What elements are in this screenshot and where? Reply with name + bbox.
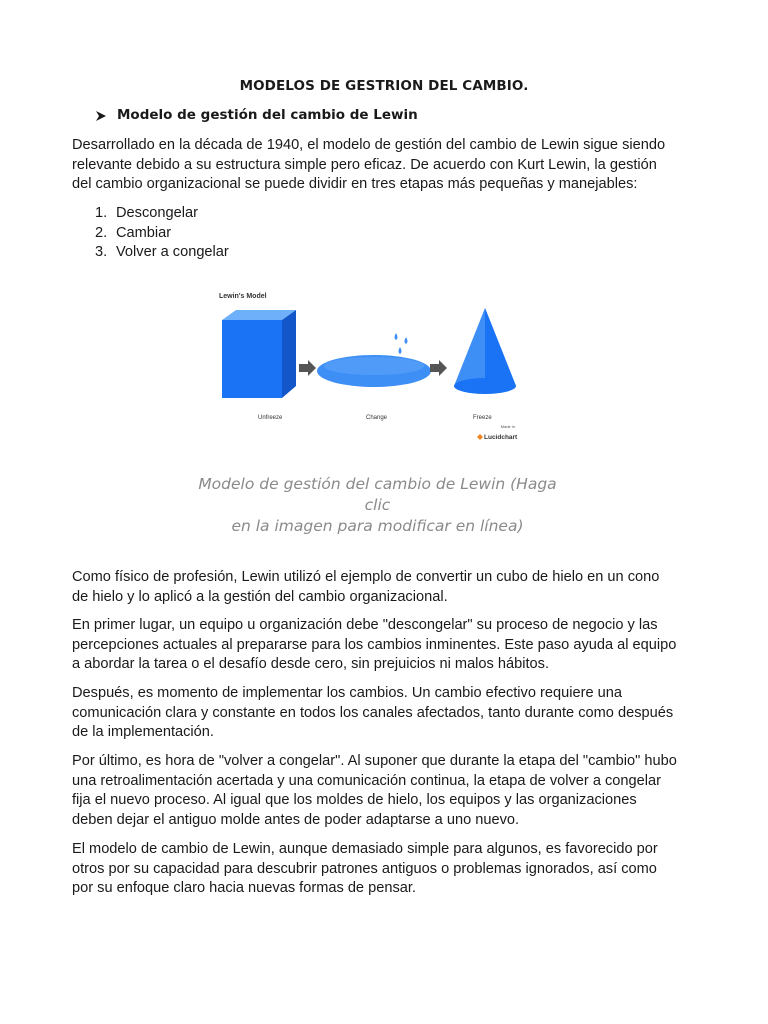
list-item: 3. Volver a congelar [95, 244, 229, 260]
stage-label-change: Change [366, 415, 388, 421]
paragraph: En primer lugar, un equipo u organización debe "descongelar" su proceso de negocio y las percepciones actuales al prepararse para los cambios inminentes. Este paso ayuda al equipo a abordar la tarea o el desafío desde cero, sin prejuicios ni malos hábitos. [72, 617, 677, 672]
paragraph: Después, es momento de implementar los cambios. Un cambio efectivo requiere una comunicación clara y constante en todos los canales afectados, tanto durante como después de la implementación. [72, 685, 674, 740]
paragraph: El modelo de cambio de Lewin, aunque demasiado simple para algunos, es favorecido por otros por su capacidad para descubrir patrones antiguos o problemas ignorados, así como por su enfoque claro hacia nuevas formas de pensar. [72, 841, 658, 896]
svg-text:Lucidchart: Lucidchart [484, 434, 518, 441]
section-heading: Modelo de gestión del cambio de Lewin [117, 107, 418, 123]
list-item: 2. Cambiar [95, 224, 172, 241]
lucidchart-logo-icon [477, 434, 518, 441]
paragraph: Como físico de profesión, Lewin utilizó el ejemplo de convertir un cubo de hielo en un cono de hielo y lo aplicó a la gestión del cambio organizacional. [72, 569, 660, 605]
ice-cube-icon [222, 310, 296, 398]
arrow-bullet-icon [95, 110, 107, 122]
stage-label-unfreeze: Unfreeze [258, 415, 283, 421]
paragraph: Por último, es hora de "volver a congelar". Al suponer que durante la etapa del "cambio" hubo una retroalimentación acertada y una comunicación continua, la etapa de volver a congelar fija el nuevo proceso. Al igual que los moldes de hielo, los equipos y las organizaciones deben dejar el antiguo molde antes de poder adaptarse a uno nuevo. [72, 753, 677, 828]
steps-list [72, 204, 229, 263]
arrow-right-icon [430, 360, 447, 376]
made-in-label: Made in [500, 424, 515, 429]
water-puddle-icon [317, 333, 431, 387]
ice-cone-icon [454, 308, 516, 394]
model-title: Lewin's Model [219, 293, 267, 300]
figure-caption[interactable]: Modelo de gestión del cambio de Lewin (Haga clic en la imagen para modificar en línea) [198, 475, 557, 535]
intro-paragraph: Desarrollado en la década de 1940, el modelo de gestión del cambio de Lewin sigue siendo relevante debido a su estructura simple pero eficaz. De acuerdo con Kurt Lewin, la gestión del cambio organizacional se puede dividir en tres etapas más pequeñas y manejables: [72, 137, 666, 192]
document-title: MODELOS DE GESTRION DEL CAMBIO. [239, 78, 529, 94]
arrow-right-icon [299, 360, 316, 376]
list-item: 1. Descongelar [95, 205, 198, 221]
stage-label-freeze: Freeze [473, 415, 492, 421]
lewin-model-diagram[interactable] [200, 280, 535, 450]
